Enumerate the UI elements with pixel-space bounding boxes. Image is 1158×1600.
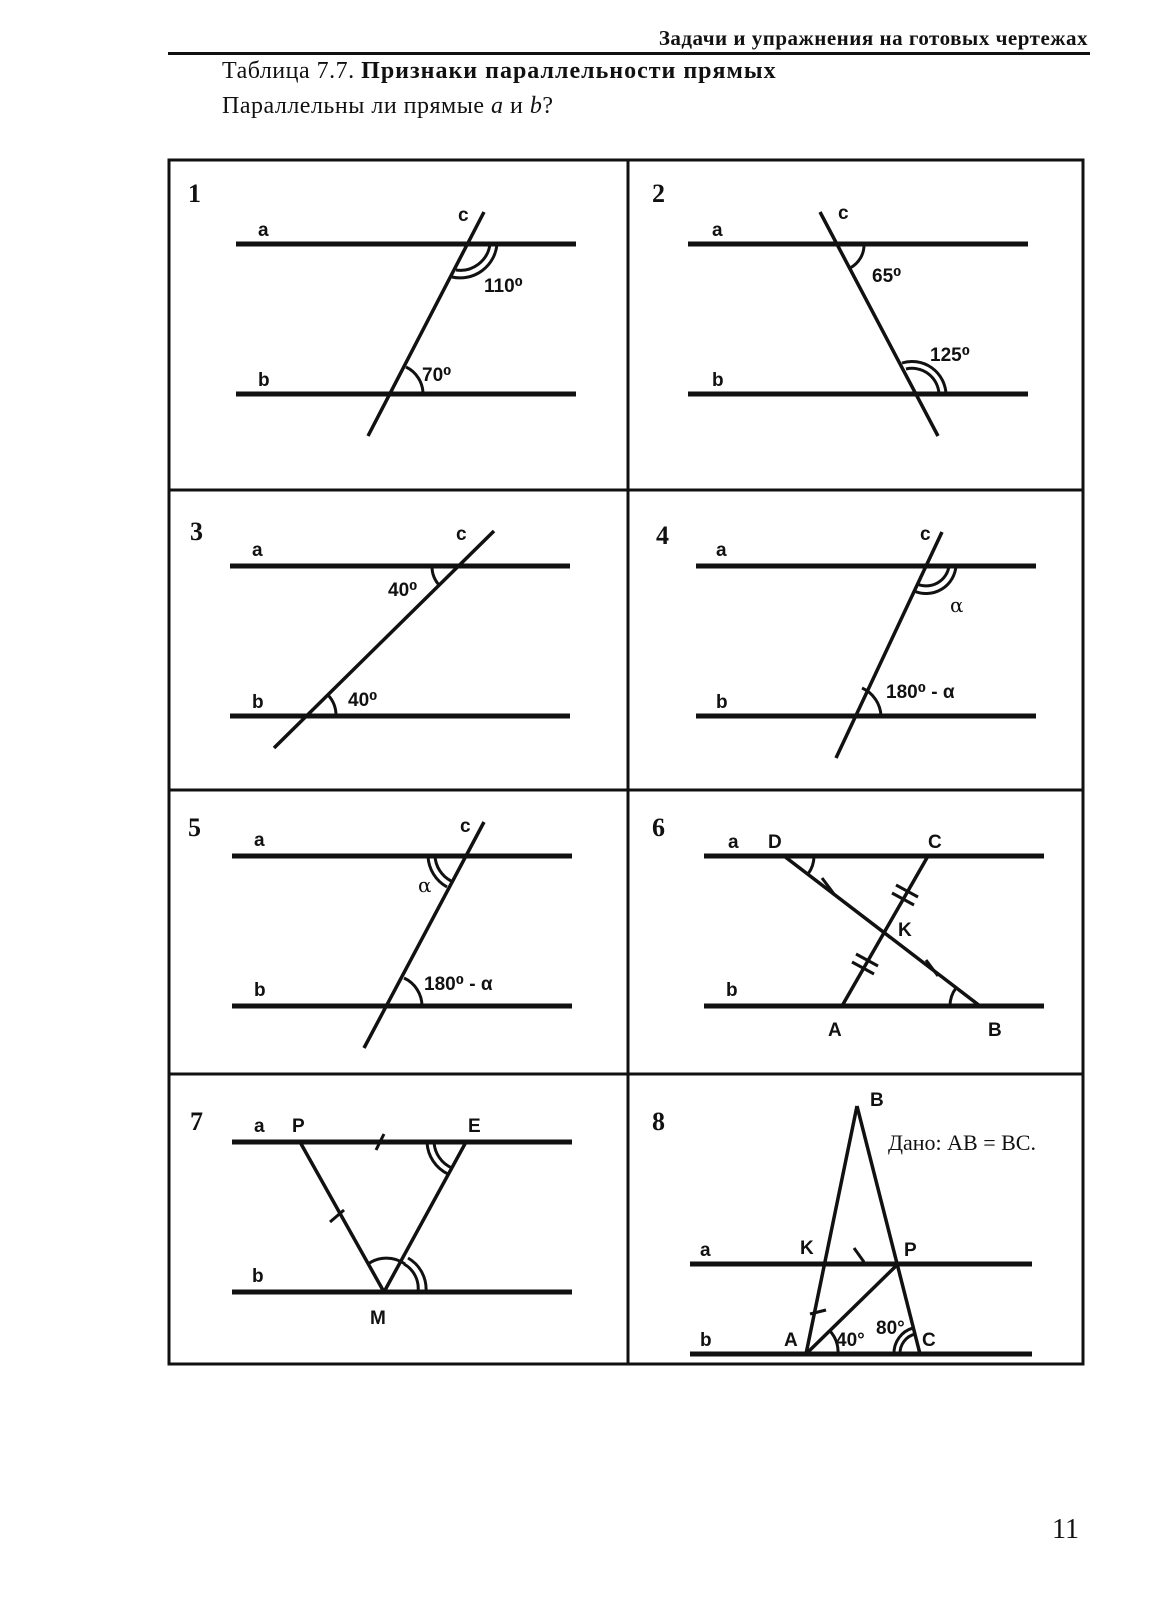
label-a: a xyxy=(700,1240,711,1261)
point-c: C xyxy=(928,832,942,853)
label-a: a xyxy=(716,540,727,561)
angle-label: 80° xyxy=(876,1318,905,1339)
angle-label: 180⁰ - α xyxy=(886,682,955,703)
figure-2 xyxy=(652,179,1028,436)
label-c: c xyxy=(920,524,931,545)
running-header: Задачи и упражнения на готовых чертежах xyxy=(658,26,1088,50)
cell-number-5: 5 xyxy=(188,813,201,842)
figure-5-lines xyxy=(232,822,572,1048)
point-e: E xyxy=(468,1116,481,1137)
figure-3-lines xyxy=(230,531,570,748)
cell-number-8: 8 xyxy=(652,1107,665,1136)
page-number: 11 xyxy=(1052,1514,1079,1545)
given-condition: Дано: AB = BC. xyxy=(888,1130,1036,1155)
point-p: P xyxy=(292,1116,305,1137)
question-conj: и xyxy=(510,93,524,119)
figure-7-lines xyxy=(232,1142,572,1292)
figure-6 xyxy=(652,813,1044,1041)
label-b: b xyxy=(252,692,264,713)
angle-label: 40⁰ xyxy=(348,690,378,711)
label-b: b xyxy=(726,980,738,1001)
point-d: D xyxy=(768,832,782,853)
question-prefix: Параллельны ли прямые xyxy=(222,93,485,119)
cell-number-2: 2 xyxy=(652,179,665,208)
point-a: A xyxy=(828,1020,842,1041)
angle-label: 40° xyxy=(836,1330,865,1351)
label-b: b xyxy=(700,1330,712,1351)
angle-label: 40⁰ xyxy=(388,580,418,601)
question-line-b: b xyxy=(529,93,543,119)
figure-3 xyxy=(190,517,570,748)
point-p: P xyxy=(904,1240,917,1261)
figure-4 xyxy=(656,521,1036,758)
label-b: b xyxy=(716,692,728,713)
grid-border xyxy=(169,160,1083,1364)
point-b: B xyxy=(988,1020,1002,1041)
table-number: Таблица 7.7. xyxy=(222,58,355,84)
angle-label: 180⁰ - α xyxy=(424,974,493,995)
figure-6-lines xyxy=(704,856,1044,1006)
cell-number-7: 7 xyxy=(190,1107,203,1136)
label-a: a xyxy=(258,220,269,241)
label-b: b xyxy=(252,1266,264,1287)
figure-8 xyxy=(652,1090,1036,1354)
label-b: b xyxy=(254,980,266,1001)
angle-label: 65⁰ xyxy=(872,266,902,287)
label-c: c xyxy=(458,205,469,226)
angle-label: 70⁰ xyxy=(422,365,452,386)
cell-number-3: 3 xyxy=(190,517,203,546)
angle-label: 125⁰ xyxy=(930,345,971,366)
angle-label: α xyxy=(418,873,432,897)
point-k: K xyxy=(898,920,912,941)
figure-7-marks xyxy=(330,1134,452,1292)
figure-1-lines xyxy=(236,212,576,436)
table-title: Признаки параллельности прямых xyxy=(361,58,777,84)
point-m: M xyxy=(370,1308,386,1329)
cell-number-1: 1 xyxy=(188,179,201,208)
cell-number-6: 6 xyxy=(652,813,665,842)
question-mark: ? xyxy=(542,93,554,119)
label-a: a xyxy=(254,830,265,851)
figure-1-arcs xyxy=(406,244,497,394)
figure-1 xyxy=(188,179,576,436)
figure-5 xyxy=(188,813,572,1048)
point-k: K xyxy=(800,1238,814,1259)
figure-2-lines xyxy=(688,212,1028,436)
label-a: a xyxy=(712,220,723,241)
grid-lines xyxy=(169,160,1083,1364)
label-c: c xyxy=(460,816,471,837)
label-a: a xyxy=(252,540,263,561)
figure-4-lines xyxy=(696,532,1036,758)
label-c: c xyxy=(838,203,849,224)
point-c: C xyxy=(922,1330,936,1351)
angle-label: α xyxy=(950,593,964,617)
question-line-a: a xyxy=(491,93,504,119)
cell-number-4: 4 xyxy=(656,521,669,550)
label-c: c xyxy=(456,524,467,545)
angle-label: 110⁰ xyxy=(484,276,523,297)
point-a: A xyxy=(784,1330,798,1351)
label-b: b xyxy=(712,370,724,391)
point-b: B xyxy=(870,1090,884,1111)
label-b: b xyxy=(258,370,270,391)
label-a: a xyxy=(254,1116,265,1137)
figure-7 xyxy=(190,1107,572,1329)
label-a: a xyxy=(728,832,739,853)
